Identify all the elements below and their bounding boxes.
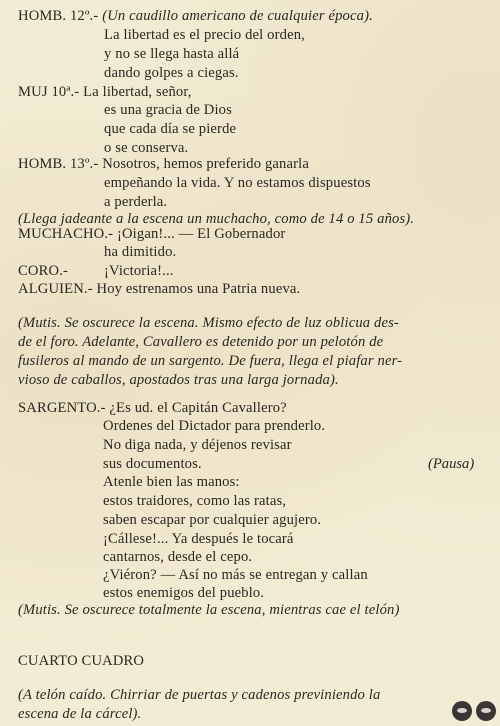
stage-direction: (A telón caído. Chirriar de puertas y cadenos previniendo la xyxy=(18,687,381,703)
dialogue-text: La libertad, señor, xyxy=(83,84,192,100)
dialogue-line: saben escapar por cualquier agujero. xyxy=(103,512,322,528)
dialogue-text: Nosotros, hemos preferido ganarla xyxy=(102,156,309,172)
dialogue-line: sus documentos. xyxy=(103,456,202,472)
dialogue-line: cantarnos, desde el cepo. xyxy=(103,549,253,565)
stage-direction: fusileros al mando de un sargento. De fuera, llega el piafar ner- xyxy=(18,353,403,369)
dialogue-text: ¡Victoria!... xyxy=(104,263,174,279)
stage-direction: (Mutis. Se oscurece la escena. Mismo efecto de luz oblicua des- xyxy=(18,315,399,331)
line-speaker-sargento xyxy=(18,399,287,417)
speaker-label: MUCHACHO.- xyxy=(18,226,114,242)
line-speaker-homb12 xyxy=(18,7,373,25)
line-speaker-muchacho xyxy=(18,225,285,243)
dialogue-line: o se conserva. xyxy=(104,140,189,156)
dialogue-line: No diga nada, y déjenos revisar xyxy=(103,437,292,453)
line-speaker-alguien xyxy=(18,280,300,298)
speaker-label: MUJ 10ª.- xyxy=(18,84,80,100)
library-stamp-icon xyxy=(452,701,472,721)
dialogue-line: a perderla. xyxy=(104,194,168,210)
speaker-label: HOMB. 12º.- xyxy=(18,8,99,24)
dialogue-line: que cada día se pierde xyxy=(104,121,237,137)
line-speaker-coro xyxy=(18,262,174,280)
dialogue-text: ¿Es ud. el Capitán Cavallero? xyxy=(109,400,287,416)
line-speaker-muj10 xyxy=(18,83,192,101)
stage-direction: (Un caudillo americano de cualquier época). xyxy=(102,8,373,24)
dialogue-line: ¿Viéron? — Así no más se entregan y callan xyxy=(103,567,368,583)
line-speaker-homb13 xyxy=(18,155,309,173)
dialogue-line: ¡Cállese!... Ya después le tocará xyxy=(103,531,294,547)
dialogue-line: es una gracia de Dios xyxy=(104,102,232,118)
speaker-label: HOMB. 13º.- xyxy=(18,156,99,172)
speaker-label: ALGUIEN.- xyxy=(18,281,93,297)
stage-direction: de el foro. Adelante, Cavallero es detenido por un pelotón de xyxy=(18,334,384,350)
stage-direction: (Llega jadeante a la escena un muchacho, como de 14 o 15 años). xyxy=(18,211,415,227)
dialogue-line: y no se llega hasta allá xyxy=(104,46,240,62)
dialogue-line: estos traidores, como las ratas, xyxy=(103,493,287,509)
speaker-label: SARGENTO.- xyxy=(18,400,106,416)
dialogue-line: Ordenes del Dictador para prenderlo. xyxy=(103,418,326,434)
pause-aside: (Pausa) xyxy=(428,456,475,472)
dialogue-line: Atenle bien las manos: xyxy=(103,474,240,490)
dialogue-text: Hoy estrenamos una Patria nueva. xyxy=(96,281,301,297)
speaker-label: CORO.- xyxy=(18,263,68,279)
dialogue-line: ha dimitido. xyxy=(104,244,177,260)
dialogue-line: estos enemigos del pueblo. xyxy=(103,585,265,601)
dialogue-line: dando golpes a ciegas. xyxy=(104,65,239,81)
stage-direction: escena de la cárcel). xyxy=(18,706,142,722)
dialogue-text: ¡Oigan!... — El Gobernador xyxy=(116,226,286,242)
section-heading: CUARTO CUADRO xyxy=(18,653,145,669)
library-stamp-icon xyxy=(476,701,496,721)
dialogue-line: La libertad es el precio del orden, xyxy=(104,27,305,43)
stage-direction: vioso de caballos, apostados tras una larga jornada). xyxy=(18,372,339,388)
stage-direction: (Mutis. Se oscurece totalmente la escena, mientras cae el telón) xyxy=(18,602,400,618)
dialogue-line: empeñando la vida. Y no estamos dispuestos xyxy=(104,175,371,191)
